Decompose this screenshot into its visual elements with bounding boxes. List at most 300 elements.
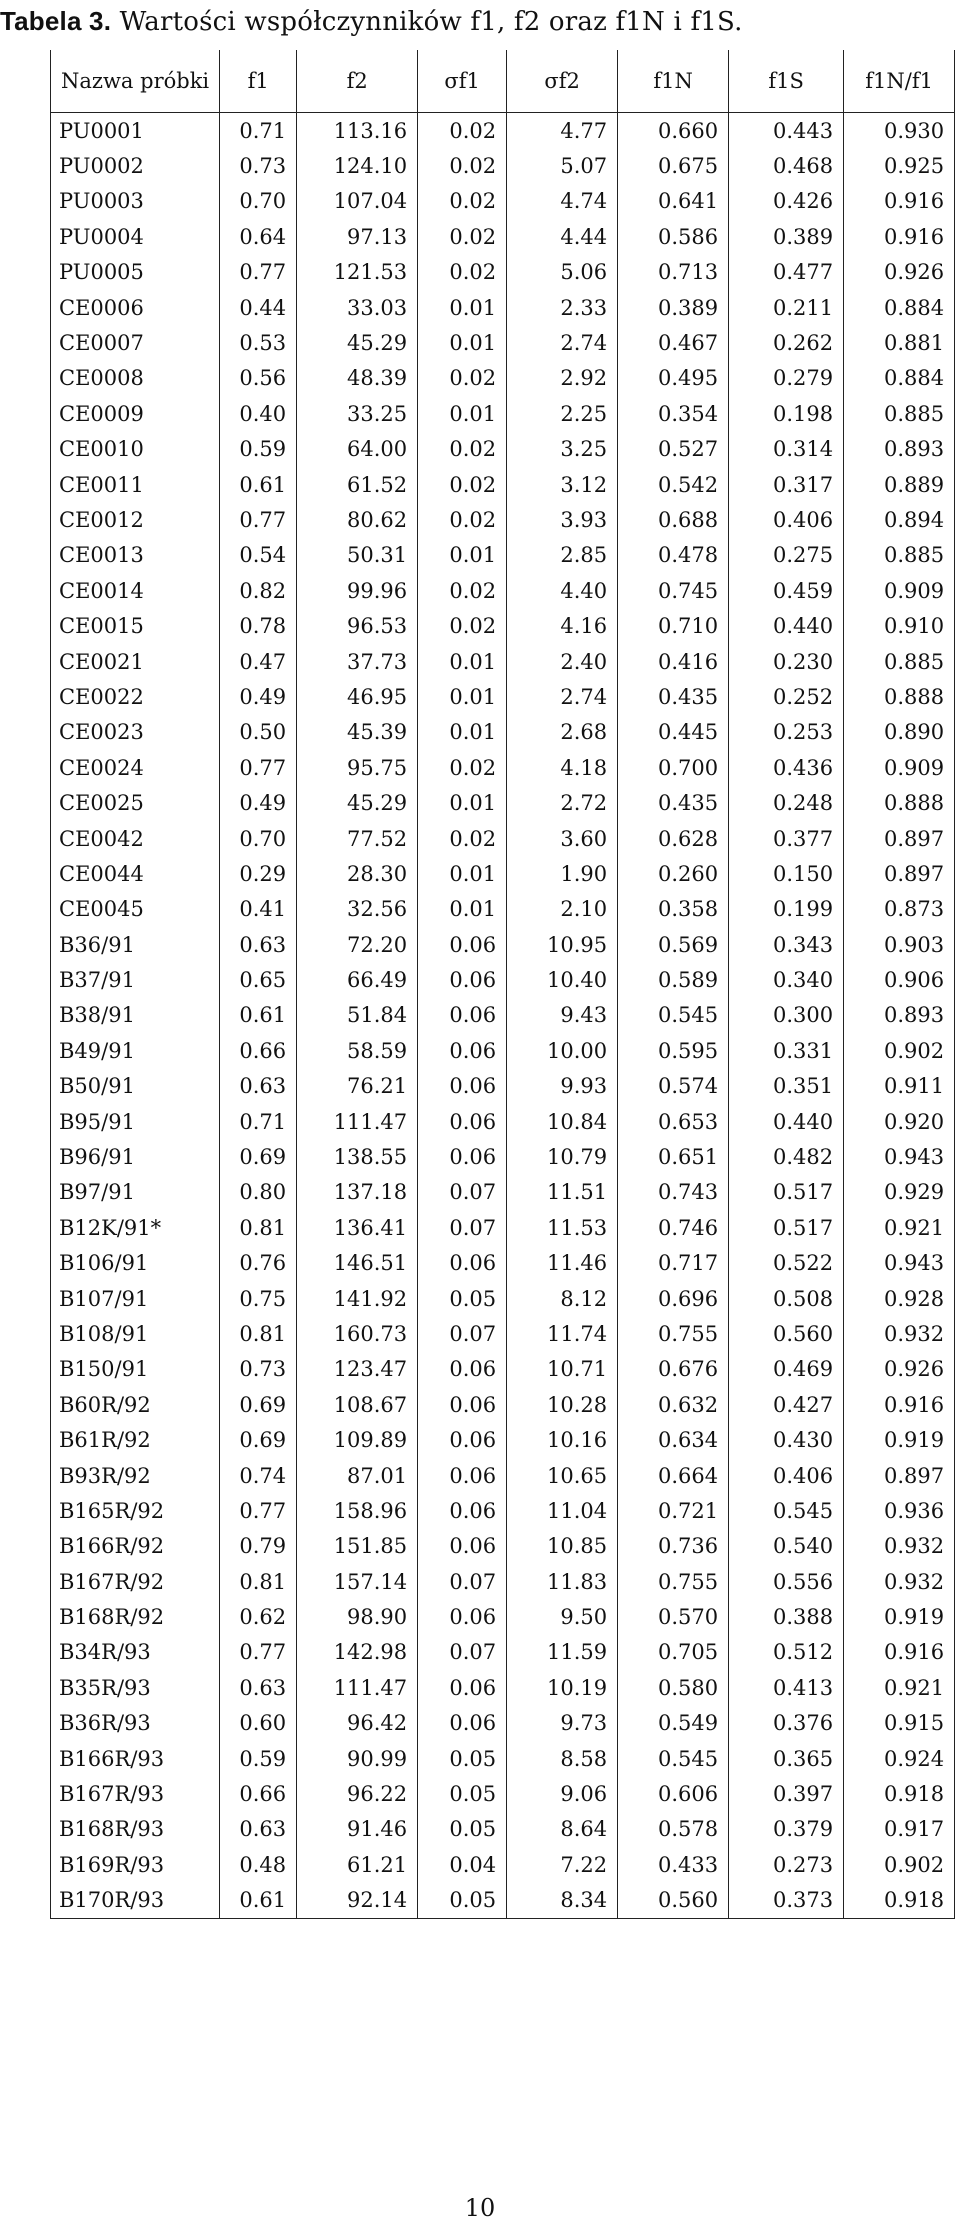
sample-name-cell: CE0022 <box>51 679 220 714</box>
sample-name-cell: CE0025 <box>51 785 220 820</box>
value-cell: 9.93 <box>507 1069 618 1104</box>
value-cell: 87.01 <box>297 1458 418 1493</box>
value-cell: 0.909 <box>844 573 955 608</box>
value-cell: 0.653 <box>618 1104 729 1139</box>
value-cell: 0.664 <box>618 1458 729 1493</box>
value-cell: 0.634 <box>618 1422 729 1457</box>
table-row <box>51 1847 955 1882</box>
value-cell: 0.930 <box>844 113 955 149</box>
sample-name-cell: B168R/93 <box>51 1812 220 1847</box>
value-cell: 98.90 <box>297 1599 418 1634</box>
sample-name-cell: B36/91 <box>51 927 220 962</box>
table-row <box>51 1883 955 1919</box>
value-cell: 0.82 <box>220 573 297 608</box>
table-row <box>51 184 955 219</box>
value-cell: 0.426 <box>729 184 844 219</box>
value-cell: 0.884 <box>844 361 955 396</box>
table-row <box>51 1175 955 1210</box>
value-cell: 0.482 <box>729 1139 844 1174</box>
value-cell: 0.389 <box>729 219 844 254</box>
value-cell: 0.721 <box>618 1493 729 1528</box>
sample-name-cell: CE0008 <box>51 361 220 396</box>
sample-name-cell: B170R/93 <box>51 1883 220 1919</box>
value-cell: 72.20 <box>297 927 418 962</box>
value-cell: 10.85 <box>507 1529 618 1564</box>
table-row <box>51 290 955 325</box>
value-cell: 61.21 <box>297 1847 418 1882</box>
value-cell: 113.16 <box>297 113 418 149</box>
table-row <box>51 1246 955 1281</box>
value-cell: 0.02 <box>418 750 507 785</box>
value-cell: 141.92 <box>297 1281 418 1316</box>
value-cell: 11.46 <box>507 1246 618 1281</box>
value-cell: 0.358 <box>618 892 729 927</box>
value-cell: 0.02 <box>418 255 507 290</box>
value-cell: 0.696 <box>618 1281 729 1316</box>
value-cell: 0.02 <box>418 608 507 643</box>
table-row <box>51 785 955 820</box>
value-cell: 0.736 <box>618 1529 729 1564</box>
table-header-row <box>51 50 955 113</box>
table-row <box>51 148 955 183</box>
value-cell: 58.59 <box>297 1033 418 1068</box>
table-row <box>51 396 955 431</box>
value-cell: 0.230 <box>729 644 844 679</box>
value-cell: 0.570 <box>618 1599 729 1634</box>
value-cell: 0.61 <box>220 1883 297 1919</box>
value-cell: 0.478 <box>618 538 729 573</box>
value-cell: 96.53 <box>297 608 418 643</box>
value-cell: 11.59 <box>507 1635 618 1670</box>
value-cell: 0.05 <box>418 1812 507 1847</box>
value-cell: 97.13 <box>297 219 418 254</box>
table-row <box>51 998 955 1033</box>
table-row <box>51 573 955 608</box>
value-cell: 0.522 <box>729 1246 844 1281</box>
value-cell: 0.443 <box>729 113 844 149</box>
value-cell: 0.574 <box>618 1069 729 1104</box>
value-cell: 3.60 <box>507 821 618 856</box>
table-row <box>51 750 955 785</box>
value-cell: 0.71 <box>220 113 297 149</box>
value-cell: 10.28 <box>507 1387 618 1422</box>
value-cell: 0.01 <box>418 892 507 927</box>
sample-name-cell: B97/91 <box>51 1175 220 1210</box>
value-cell: 2.74 <box>507 679 618 714</box>
value-cell: 0.477 <box>729 255 844 290</box>
value-cell: 33.25 <box>297 396 418 431</box>
value-cell: 0.01 <box>418 679 507 714</box>
value-cell: 8.34 <box>507 1883 618 1919</box>
value-cell: 0.743 <box>618 1175 729 1210</box>
table-row <box>51 821 955 856</box>
value-cell: 0.06 <box>418 1493 507 1528</box>
value-cell: 4.40 <box>507 573 618 608</box>
value-cell: 0.02 <box>418 573 507 608</box>
value-cell: 0.918 <box>844 1883 955 1919</box>
value-cell: 0.710 <box>618 608 729 643</box>
value-cell: 0.343 <box>729 927 844 962</box>
table-row <box>51 502 955 537</box>
value-cell: 0.943 <box>844 1246 955 1281</box>
sample-name-cell: CE0009 <box>51 396 220 431</box>
table-row <box>51 1352 955 1387</box>
value-cell: 157.14 <box>297 1564 418 1599</box>
table-row <box>51 1033 955 1068</box>
value-cell: 0.435 <box>618 785 729 820</box>
sample-name-cell: PU0003 <box>51 184 220 219</box>
value-cell: 0.517 <box>729 1175 844 1210</box>
value-cell: 0.211 <box>729 290 844 325</box>
value-cell: 0.745 <box>618 573 729 608</box>
value-cell: 10.84 <box>507 1104 618 1139</box>
value-cell: 46.95 <box>297 679 418 714</box>
value-cell: 0.44 <box>220 290 297 325</box>
column-header: σf1 <box>418 50 507 113</box>
value-cell: 0.77 <box>220 1635 297 1670</box>
value-cell: 0.79 <box>220 1529 297 1564</box>
value-cell: 0.943 <box>844 1139 955 1174</box>
value-cell: 0.700 <box>618 750 729 785</box>
value-cell: 76.21 <box>297 1069 418 1104</box>
value-cell: 0.53 <box>220 325 297 360</box>
value-cell: 0.06 <box>418 1670 507 1705</box>
value-cell: 2.74 <box>507 325 618 360</box>
value-cell: 0.705 <box>618 1635 729 1670</box>
table-row <box>51 538 955 573</box>
value-cell: 142.98 <box>297 1635 418 1670</box>
value-cell: 0.924 <box>844 1741 955 1776</box>
value-cell: 0.05 <box>418 1883 507 1919</box>
value-cell: 121.53 <box>297 255 418 290</box>
value-cell: 45.39 <box>297 715 418 750</box>
value-cell: 0.02 <box>418 113 507 149</box>
value-cell: 0.01 <box>418 785 507 820</box>
value-cell: 0.06 <box>418 1458 507 1493</box>
value-cell: 0.406 <box>729 502 844 537</box>
value-cell: 0.60 <box>220 1706 297 1741</box>
value-cell: 10.65 <box>507 1458 618 1493</box>
value-cell: 9.43 <box>507 998 618 1033</box>
value-cell: 0.893 <box>844 998 955 1033</box>
column-header: f1N/f1 <box>844 50 955 113</box>
value-cell: 0.48 <box>220 1847 297 1882</box>
table-row <box>51 1422 955 1457</box>
value-cell: 0.252 <box>729 679 844 714</box>
value-cell: 0.273 <box>729 1847 844 1882</box>
value-cell: 0.66 <box>220 1776 297 1811</box>
table-row <box>51 1387 955 1422</box>
value-cell: 0.76 <box>220 1246 297 1281</box>
value-cell: 0.06 <box>418 1139 507 1174</box>
value-cell: 0.06 <box>418 1529 507 1564</box>
value-cell: 0.279 <box>729 361 844 396</box>
column-header: f2 <box>297 50 418 113</box>
sample-name-cell: B38/91 <box>51 998 220 1033</box>
value-cell: 0.59 <box>220 432 297 467</box>
value-cell: 0.540 <box>729 1529 844 1564</box>
value-cell: 10.16 <box>507 1422 618 1457</box>
value-cell: 0.517 <box>729 1210 844 1245</box>
value-cell: 0.675 <box>618 148 729 183</box>
value-cell: 8.58 <box>507 1741 618 1776</box>
table-row <box>51 1316 955 1351</box>
value-cell: 0.508 <box>729 1281 844 1316</box>
sample-name-cell: B12K/91* <box>51 1210 220 1245</box>
table-row <box>51 1139 955 1174</box>
table-row <box>51 325 955 360</box>
value-cell: 0.07 <box>418 1210 507 1245</box>
value-cell: 45.29 <box>297 325 418 360</box>
value-cell: 0.888 <box>844 679 955 714</box>
table-row <box>51 1493 955 1528</box>
value-cell: 0.77 <box>220 1493 297 1528</box>
sample-name-cell: CE0006 <box>51 290 220 325</box>
value-cell: 0.81 <box>220 1564 297 1599</box>
value-cell: 0.54 <box>220 538 297 573</box>
value-cell: 0.897 <box>844 856 955 891</box>
value-cell: 77.52 <box>297 821 418 856</box>
value-cell: 138.55 <box>297 1139 418 1174</box>
value-cell: 151.85 <box>297 1529 418 1564</box>
value-cell: 10.79 <box>507 1139 618 1174</box>
value-cell: 64.00 <box>297 432 418 467</box>
table-row <box>51 962 955 997</box>
value-cell: 0.920 <box>844 1104 955 1139</box>
table-row <box>51 856 955 891</box>
value-cell: 0.06 <box>418 1104 507 1139</box>
value-cell: 0.469 <box>729 1352 844 1387</box>
value-cell: 0.873 <box>844 892 955 927</box>
value-cell: 137.18 <box>297 1175 418 1210</box>
value-cell: 0.389 <box>618 290 729 325</box>
sample-name-cell: B167R/92 <box>51 1564 220 1599</box>
table-row <box>51 1529 955 1564</box>
table-row <box>51 1069 955 1104</box>
value-cell: 96.22 <box>297 1776 418 1811</box>
value-cell: 0.02 <box>418 184 507 219</box>
sample-name-cell: B60R/92 <box>51 1387 220 1422</box>
table-row <box>51 432 955 467</box>
value-cell: 109.89 <box>297 1422 418 1457</box>
table-row <box>51 1210 955 1245</box>
value-cell: 0.906 <box>844 962 955 997</box>
value-cell: 0.910 <box>844 608 955 643</box>
value-cell: 0.50 <box>220 715 297 750</box>
sample-name-cell: B50/91 <box>51 1069 220 1104</box>
page-number: 10 <box>464 2194 496 2222</box>
value-cell: 0.59 <box>220 1741 297 1776</box>
value-cell: 0.06 <box>418 1387 507 1422</box>
value-cell: 51.84 <box>297 998 418 1033</box>
value-cell: 0.889 <box>844 467 955 502</box>
value-cell: 50.31 <box>297 538 418 573</box>
column-header: f1N <box>618 50 729 113</box>
sample-name-cell: B35R/93 <box>51 1670 220 1705</box>
value-cell: 0.589 <box>618 962 729 997</box>
value-cell: 0.331 <box>729 1033 844 1068</box>
value-cell: 0.248 <box>729 785 844 820</box>
value-cell: 0.02 <box>418 148 507 183</box>
value-cell: 0.897 <box>844 1458 955 1493</box>
value-cell: 0.427 <box>729 1387 844 1422</box>
table-row <box>51 1706 955 1741</box>
value-cell: 5.06 <box>507 255 618 290</box>
value-cell: 0.02 <box>418 361 507 396</box>
value-cell: 0.921 <box>844 1670 955 1705</box>
value-cell: 0.340 <box>729 962 844 997</box>
value-cell: 0.926 <box>844 255 955 290</box>
value-cell: 0.932 <box>844 1529 955 1564</box>
value-cell: 0.928 <box>844 1281 955 1316</box>
value-cell: 0.77 <box>220 255 297 290</box>
value-cell: 3.12 <box>507 467 618 502</box>
value-cell: 0.440 <box>729 608 844 643</box>
value-cell: 0.02 <box>418 432 507 467</box>
value-cell: 11.51 <box>507 1175 618 1210</box>
value-cell: 9.73 <box>507 1706 618 1741</box>
value-cell: 0.81 <box>220 1316 297 1351</box>
value-cell: 0.354 <box>618 396 729 431</box>
value-cell: 11.53 <box>507 1210 618 1245</box>
sample-name-cell: B96/91 <box>51 1139 220 1174</box>
sample-name-cell: B108/91 <box>51 1316 220 1351</box>
value-cell: 0.430 <box>729 1422 844 1457</box>
value-cell: 0.02 <box>418 821 507 856</box>
table-row <box>51 1564 955 1599</box>
value-cell: 0.445 <box>618 715 729 750</box>
sample-name-cell: CE0015 <box>51 608 220 643</box>
table-row <box>51 1281 955 1316</box>
value-cell: 5.07 <box>507 148 618 183</box>
sample-name-cell: PU0005 <box>51 255 220 290</box>
value-cell: 0.545 <box>618 998 729 1033</box>
value-cell: 0.527 <box>618 432 729 467</box>
value-cell: 0.929 <box>844 1175 955 1210</box>
value-cell: 0.06 <box>418 1599 507 1634</box>
value-cell: 45.29 <box>297 785 418 820</box>
value-cell: 0.586 <box>618 219 729 254</box>
value-cell: 108.67 <box>297 1387 418 1422</box>
value-cell: 0.81 <box>220 1210 297 1245</box>
value-cell: 10.00 <box>507 1033 618 1068</box>
value-cell: 0.63 <box>220 1069 297 1104</box>
value-cell: 0.416 <box>618 644 729 679</box>
value-cell: 99.96 <box>297 573 418 608</box>
sample-name-cell: B166R/93 <box>51 1741 220 1776</box>
value-cell: 0.06 <box>418 1352 507 1387</box>
value-cell: 0.314 <box>729 432 844 467</box>
table-row <box>51 715 955 750</box>
value-cell: 0.755 <box>618 1316 729 1351</box>
value-cell: 0.05 <box>418 1741 507 1776</box>
value-cell: 0.676 <box>618 1352 729 1387</box>
value-cell: 3.25 <box>507 432 618 467</box>
table-row <box>51 927 955 962</box>
sample-name-cell: CE0011 <box>51 467 220 502</box>
value-cell: 0.885 <box>844 644 955 679</box>
value-cell: 0.919 <box>844 1599 955 1634</box>
table-row <box>51 1670 955 1705</box>
value-cell: 2.33 <box>507 290 618 325</box>
table-row <box>51 113 955 149</box>
value-cell: 0.63 <box>220 1670 297 1705</box>
value-cell: 0.77 <box>220 502 297 537</box>
sample-name-cell: CE0042 <box>51 821 220 856</box>
value-cell: 0.545 <box>618 1741 729 1776</box>
value-cell: 0.06 <box>418 927 507 962</box>
sample-name-cell: B167R/93 <box>51 1776 220 1811</box>
value-cell: 0.746 <box>618 1210 729 1245</box>
sample-name-cell: B36R/93 <box>51 1706 220 1741</box>
table-row <box>51 255 955 290</box>
value-cell: 4.18 <box>507 750 618 785</box>
value-cell: 0.560 <box>618 1883 729 1919</box>
sample-name-cell: CE0023 <box>51 715 220 750</box>
column-header: σf2 <box>507 50 618 113</box>
value-cell: 2.25 <box>507 396 618 431</box>
sample-name-cell: CE0007 <box>51 325 220 360</box>
value-cell: 0.569 <box>618 927 729 962</box>
value-cell: 0.78 <box>220 608 297 643</box>
sample-name-cell: CE0014 <box>51 573 220 608</box>
value-cell: 1.90 <box>507 856 618 891</box>
value-cell: 11.04 <box>507 1493 618 1528</box>
value-cell: 111.47 <box>297 1670 418 1705</box>
value-cell: 0.61 <box>220 467 297 502</box>
table-caption-text: Wartości współczynników f1, f2 oraz f1N i f1S. <box>119 7 743 37</box>
value-cell: 0.56 <box>220 361 297 396</box>
value-cell: 0.916 <box>844 1387 955 1422</box>
sample-name-cell: B34R/93 <box>51 1635 220 1670</box>
value-cell: 0.62 <box>220 1599 297 1634</box>
value-cell: 0.73 <box>220 148 297 183</box>
value-cell: 61.52 <box>297 467 418 502</box>
value-cell: 0.70 <box>220 184 297 219</box>
value-cell: 0.373 <box>729 1883 844 1919</box>
value-cell: 0.932 <box>844 1316 955 1351</box>
value-cell: 2.85 <box>507 538 618 573</box>
value-cell: 0.888 <box>844 785 955 820</box>
value-cell: 7.22 <box>507 1847 618 1882</box>
value-cell: 8.64 <box>507 1812 618 1847</box>
value-cell: 2.40 <box>507 644 618 679</box>
value-cell: 91.46 <box>297 1812 418 1847</box>
value-cell: 0.199 <box>729 892 844 927</box>
value-cell: 0.06 <box>418 962 507 997</box>
table-row <box>51 1812 955 1847</box>
sample-name-cell: PU0001 <box>51 113 220 149</box>
value-cell: 0.300 <box>729 998 844 1033</box>
value-cell: 11.83 <box>507 1564 618 1599</box>
value-cell: 0.65 <box>220 962 297 997</box>
value-cell: 9.06 <box>507 1776 618 1811</box>
value-cell: 0.893 <box>844 432 955 467</box>
value-cell: 0.916 <box>844 184 955 219</box>
value-cell: 0.641 <box>618 184 729 219</box>
sample-name-cell: CE0024 <box>51 750 220 785</box>
sample-name-cell: CE0021 <box>51 644 220 679</box>
value-cell: 28.30 <box>297 856 418 891</box>
value-cell: 0.379 <box>729 1812 844 1847</box>
value-cell: 0.560 <box>729 1316 844 1351</box>
value-cell: 0.902 <box>844 1033 955 1068</box>
value-cell: 0.628 <box>618 821 729 856</box>
value-cell: 95.75 <box>297 750 418 785</box>
sample-name-cell: CE0013 <box>51 538 220 573</box>
value-cell: 0.41 <box>220 892 297 927</box>
value-cell: 0.468 <box>729 148 844 183</box>
